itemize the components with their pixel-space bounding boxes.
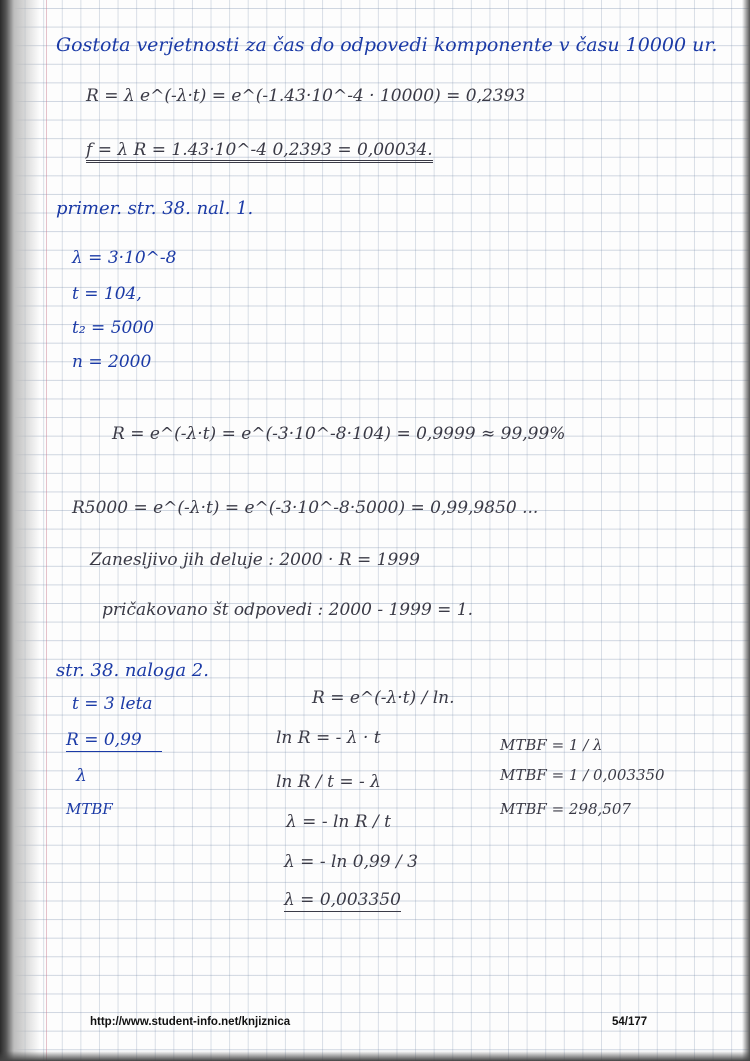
line-working-units: Zanesljivo jih deluje : 2000 · R = 1999	[90, 550, 420, 570]
margin-line	[46, 0, 47, 1061]
mtbf-substituted: MTBF = 1 / 0,003350	[500, 766, 665, 784]
equation-reliability-t: R = e^(-λ·t) = e^(-3·10^-8·104) = 0,9999 ≈ 99,99%	[112, 424, 566, 444]
line-expected-failures: pričakovano št odpovedi : 2000 - 1999 = 1.	[102, 600, 474, 620]
given-lambda: λ	[76, 766, 87, 786]
given-n-value: n = 2000	[72, 352, 152, 372]
step-lambda-substituted: λ = - ln 0,99 / 3	[284, 852, 418, 872]
page-title: Gostota verjetnosti za čas do odpovedi komponente v času 10000 ur.	[56, 34, 718, 56]
mtbf-result: MTBF = 298,507	[500, 800, 631, 818]
equation-reliability-5000: R5000 = e^(-λ·t) = e^(-3·10^-8·5000) = 0,99,9850 ...	[72, 498, 539, 518]
equation-reliability: R = λ e^(-λ·t) = e^(-1.43·10^-4 · 10000) = 0,2393	[86, 86, 526, 106]
step-lambda-result: λ = 0,003350	[284, 890, 401, 910]
footer-page-number: 54/177	[612, 1016, 648, 1028]
example1-heading: primer. str. 38. nal. 1.	[56, 198, 254, 219]
example2-heading: str. 38. naloga 2.	[56, 660, 209, 681]
given-reliability: R = 0,99	[66, 730, 162, 752]
given-t-value: t = 104,	[72, 284, 142, 304]
step-ln-r: ln R = - λ · t	[276, 728, 381, 748]
mtbf-formula: MTBF = 1 / λ	[500, 736, 603, 754]
step-fraction: ln R / t = - λ	[276, 772, 381, 792]
page-bottom-shadow	[0, 1051, 750, 1061]
given-lambda-value: λ = 3·10^-8	[72, 248, 177, 268]
given-time: t = 3 leta	[72, 694, 153, 714]
step-reliability-ln: R = e^(-λ·t) / ln.	[312, 688, 455, 708]
given-mtbf: MTBF	[66, 800, 113, 818]
page-binding-shadow	[0, 0, 44, 1061]
equation-density: f = λ R = 1.43·10^-4 0,2393 = 0,00034.	[86, 140, 433, 163]
step-lambda-formula: λ = - ln R / t	[286, 812, 391, 832]
given-t2-value: t₂ = 5000	[72, 318, 154, 338]
page-right-shadow	[742, 0, 750, 1061]
footer-url: http://www.student-info.net/knjiznica	[90, 1016, 291, 1028]
